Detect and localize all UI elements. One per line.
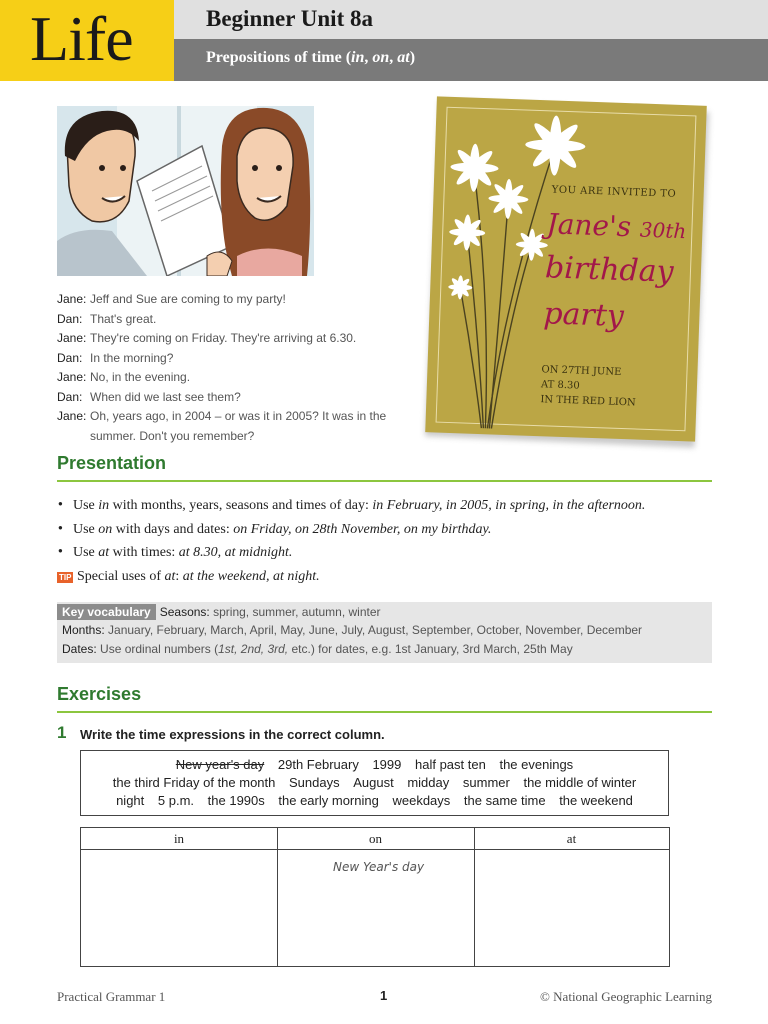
column-header-at: at xyxy=(566,831,577,846)
tip-badge: TIP xyxy=(59,572,72,582)
word-item: the evenings xyxy=(499,757,574,772)
dialogue xyxy=(57,290,397,446)
section-divider xyxy=(57,711,712,713)
key-vocabulary-badge: Key vocabulary xyxy=(57,604,156,620)
word-item: New year's day xyxy=(175,757,265,772)
kv-dates: Dates: Use ordinal numbers (1st, 2nd, 3rd, etc.) for dates, e.g. 1st January, 3rd March, 25th May xyxy=(62,642,573,656)
word-item: Sundays xyxy=(289,775,340,790)
page-title: Beginner Unit 8a xyxy=(206,6,373,31)
example-answer: New Year's day xyxy=(333,860,425,874)
column-header-in: in xyxy=(173,831,185,846)
word-item: the early morning xyxy=(278,793,379,808)
word-item: night xyxy=(116,793,145,808)
dialogue-line: Jane: No, in the evening. xyxy=(57,370,191,384)
column-header-on: on xyxy=(369,831,382,846)
dialogue-line: Jane: They're coming on Friday. They're arriving at 6.30. xyxy=(57,331,357,345)
word-item: 29th February xyxy=(277,757,359,772)
presentation-rules xyxy=(57,498,717,592)
word-item: midday xyxy=(407,775,450,790)
card-party: party xyxy=(542,296,625,335)
dialogue-line: Dan: That's great. xyxy=(57,311,157,326)
word-box xyxy=(80,750,669,816)
footer-copyright: © National Geographic Learning xyxy=(540,989,712,1004)
footer-page-number: 1 xyxy=(380,988,388,1003)
key-vocabulary-box xyxy=(57,602,712,663)
word-item: summer xyxy=(462,775,510,790)
rule-at: ● Use at with times: at 8.30, at midnight. xyxy=(57,545,717,569)
presentation-heading: Presentation xyxy=(57,453,167,473)
word-item: 1999 xyxy=(372,757,402,772)
card-name: Jane's 30th xyxy=(545,207,687,244)
page-subtitle: Prepositions of time (in, on, at) xyxy=(206,49,416,66)
word-item: the same time xyxy=(463,793,546,808)
invitation-card xyxy=(425,96,707,441)
dialogue-line: Dan: When did we last see them? xyxy=(57,389,241,404)
word-item: August xyxy=(353,775,394,790)
word-item: half past ten xyxy=(415,757,486,772)
word-item: the third Friday of the month xyxy=(112,775,276,790)
rule-on: ● Use on with days and dates: on Friday, on 28th November, on my birthday. xyxy=(57,522,717,546)
section-divider xyxy=(57,480,712,482)
word-item: the 1990s xyxy=(207,793,265,808)
card-invited-text: YOU ARE INVITED TO xyxy=(551,184,677,200)
word-item: 5 p.m. xyxy=(157,793,195,808)
kv-months: Months: January, February, March, April, May, June, July, August, September, October, November, December xyxy=(62,623,643,637)
dialogue-line: Jane: Jeff and Sue are coming to my party! xyxy=(57,292,286,306)
exercises-heading: Exercises xyxy=(57,684,142,704)
word-line xyxy=(81,792,668,810)
card-details: ON 27TH JUNE AT 8.30 IN THE RED LION xyxy=(540,364,636,409)
header-title-bar xyxy=(174,0,768,39)
rule-tip: TIP Special uses of at: at the weekend, at night. xyxy=(59,568,320,584)
dialogue-line: Jane: Oh, years ago, in 2004 – or was it in 2005? It was in the summer. Don't you remember? xyxy=(57,409,387,443)
answer-table xyxy=(80,827,670,967)
word-line xyxy=(81,774,668,792)
word-item: the middle of winter xyxy=(523,775,637,790)
rule-in: ● Use in with months, years, seasons and times of day: in February, in 2005, in spring, in the afternoon. xyxy=(57,498,717,522)
kv-seasons: Key vocabulary Seasons: spring, summer, autumn, winter xyxy=(62,604,381,620)
dialogue-illustration xyxy=(57,106,314,276)
footer-book-title: Practical Grammar 1 xyxy=(57,989,166,1004)
card-birthday: birthday xyxy=(544,250,675,290)
column-divider xyxy=(474,828,475,966)
exercise-number: 1 xyxy=(57,723,67,742)
word-item: weekdays xyxy=(392,793,451,808)
logo-text: Life xyxy=(30,3,133,74)
life-logo xyxy=(0,0,174,81)
exercise-instruction: Write the time expressions in the correct column. xyxy=(80,727,385,742)
dialogue-line: Dan: In the morning? xyxy=(57,350,174,365)
word-line xyxy=(81,756,668,774)
header-subtitle-bar xyxy=(174,39,768,81)
word-item: the weekend xyxy=(559,793,633,808)
column-divider xyxy=(277,828,278,966)
